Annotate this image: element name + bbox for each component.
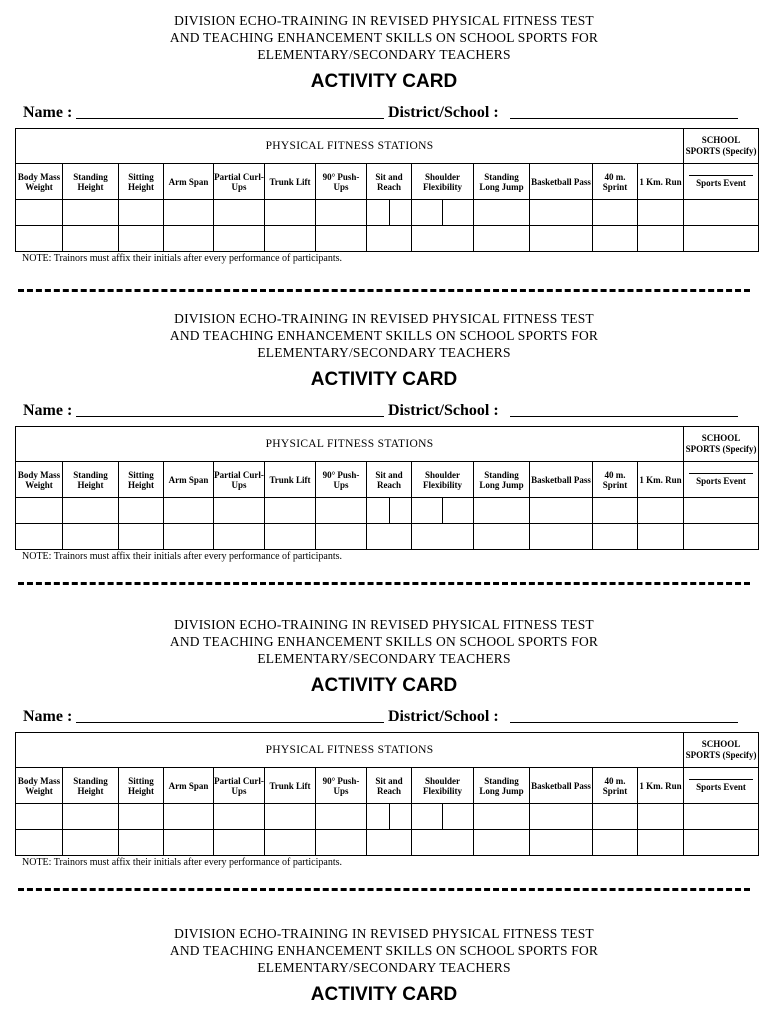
sports-event-label: Sports Event: [696, 178, 746, 188]
name-label: Name :: [23, 708, 73, 725]
table-cell[interactable]: [16, 498, 63, 524]
col-push-ups: 90° Push-Ups: [316, 768, 367, 804]
col-arm-span: Arm Span: [164, 462, 214, 498]
col-40m-sprint: 40 m. Sprint: [593, 164, 638, 200]
header-line-1: DIVISION ECHO-TRAINING IN REVISED PHYSICAL FITNESS TEST: [174, 926, 594, 941]
table-cell[interactable]: [164, 830, 214, 856]
col-shoulder-flexibility: Shoulder Flexibility: [412, 768, 474, 804]
table-cell[interactable]: [367, 804, 412, 830]
table-cell[interactable]: [164, 524, 214, 550]
card-title: ACTIVITY CARD: [310, 675, 458, 696]
table-cell[interactable]: [316, 226, 367, 252]
card-title: ACTIVITY CARD: [310, 71, 458, 92]
district-school-label: District/School :: [388, 104, 499, 121]
col-sit-and-reach: Sit and Reach: [367, 768, 412, 804]
table-cell[interactable]: [119, 200, 164, 226]
table-cell[interactable]: [316, 804, 367, 830]
col-trunk-lift: Trunk Lift: [265, 462, 316, 498]
table-cell[interactable]: [684, 226, 759, 252]
table-cell[interactable]: [638, 226, 684, 252]
header-line-2: AND TEACHING ENHANCEMENT SKILLS ON SCHOOL SPORTS FOR: [169, 328, 599, 343]
table-cell[interactable]: [593, 804, 638, 830]
col-partial-curl-ups: Partial Curl-Ups: [214, 164, 265, 200]
card-header: [0, 616, 768, 667]
col-sit-and-reach: Sit and Reach: [367, 462, 412, 498]
col-body-mass-weight: Body Mass Weight: [16, 768, 63, 804]
col-standing-long-jump: Standing Long Jump: [474, 768, 530, 804]
card-header: [0, 310, 768, 361]
table-row: [16, 524, 759, 550]
table-row: [16, 200, 759, 226]
col-standing-height: Standing Height: [63, 768, 119, 804]
table-cell[interactable]: [119, 804, 164, 830]
activity-card: [0, 12, 768, 263]
col-body-mass-weight: Body Mass Weight: [16, 164, 63, 200]
table-cell[interactable]: [214, 226, 265, 252]
table-cell[interactable]: [367, 498, 412, 524]
table-cell[interactable]: [593, 830, 638, 856]
table-cell[interactable]: [63, 830, 119, 856]
table-cell[interactable]: [63, 804, 119, 830]
table-cell[interactable]: [265, 498, 316, 524]
physical-fitness-stations-header: PHYSICAL FITNESS STATIONS: [16, 427, 684, 462]
fitness-table: [15, 732, 759, 856]
table-cell[interactable]: [474, 200, 530, 226]
table-cell[interactable]: [214, 200, 265, 226]
table-cell[interactable]: [164, 498, 214, 524]
table-cell[interactable]: [63, 524, 119, 550]
col-sit-and-reach: Sit and Reach: [367, 164, 412, 200]
name-district-line: [0, 104, 768, 124]
name-label: Name :: [23, 104, 73, 121]
district-school-field[interactable]: [510, 118, 738, 119]
table-cell[interactable]: [530, 200, 593, 226]
table-cell[interactable]: [119, 498, 164, 524]
table-cell[interactable]: [412, 524, 474, 550]
table-cell[interactable]: [16, 524, 63, 550]
header-line-1: DIVISION ECHO-TRAINING IN REVISED PHYSICAL FITNESS TEST: [174, 311, 594, 326]
table-cell[interactable]: [316, 498, 367, 524]
col-sports-event: [684, 768, 759, 804]
activity-card: [0, 616, 768, 867]
table-cell[interactable]: [593, 226, 638, 252]
table-cell[interactable]: [530, 830, 593, 856]
col-arm-span: Arm Span: [164, 768, 214, 804]
sports-event-label: Sports Event: [696, 476, 746, 486]
table-cell[interactable]: [119, 524, 164, 550]
col-partial-curl-ups: Partial Curl-Ups: [214, 462, 265, 498]
table-cell[interactable]: [265, 524, 316, 550]
table-cell[interactable]: [684, 498, 759, 524]
district-school-field[interactable]: [510, 416, 738, 417]
header-line-3: ELEMENTARY/SECONDARY TEACHERS: [257, 345, 511, 360]
table-cell[interactable]: [684, 804, 759, 830]
school-sports-header: SCHOOL SPORTS (Specify): [684, 129, 759, 164]
header-line-3: ELEMENTARY/SECONDARY TEACHERS: [257, 960, 511, 975]
col-body-mass-weight: Body Mass Weight: [16, 462, 63, 498]
table-cell[interactable]: [530, 524, 593, 550]
table-row: [16, 498, 759, 524]
table-cell[interactable]: [265, 804, 316, 830]
header-line-3: ELEMENTARY/SECONDARY TEACHERS: [257, 651, 511, 666]
table-cell[interactable]: [474, 830, 530, 856]
col-standing-long-jump: Standing Long Jump: [474, 164, 530, 200]
school-sports-header: SCHOOL SPORTS (Specify): [684, 733, 759, 768]
col-sitting-height: Sitting Height: [119, 164, 164, 200]
header-line-2: AND TEACHING ENHANCEMENT SKILLS ON SCHOOL SPORTS FOR: [169, 634, 599, 649]
table-cell[interactable]: [16, 200, 63, 226]
table-cell[interactable]: [367, 200, 412, 226]
table-cell[interactable]: [63, 498, 119, 524]
col-basketball-pass: Basketball Pass: [530, 768, 593, 804]
note-text: NOTE: Trainors must affix their initials after every performance of participants.: [22, 551, 342, 562]
activity-card: [0, 925, 768, 1007]
card-header: [0, 925, 768, 976]
card-title: ACTIVITY CARD: [310, 369, 458, 390]
name-label: Name :: [23, 402, 73, 419]
table-cell[interactable]: [164, 804, 214, 830]
col-arm-span: Arm Span: [164, 164, 214, 200]
table-cell[interactable]: [593, 200, 638, 226]
table-cell[interactable]: [593, 498, 638, 524]
col-1km-run: 1 Km. Run: [638, 462, 684, 498]
col-basketball-pass: Basketball Pass: [530, 462, 593, 498]
header-line-3: ELEMENTARY/SECONDARY TEACHERS: [257, 47, 511, 62]
table-cell[interactable]: [164, 226, 214, 252]
cut-line-divider: [18, 582, 750, 585]
table-cell[interactable]: [63, 226, 119, 252]
table-row: [16, 830, 759, 856]
table-cell[interactable]: [412, 200, 474, 226]
col-40m-sprint: 40 m. Sprint: [593, 768, 638, 804]
fitness-table: [15, 128, 759, 252]
name-district-line: [0, 402, 768, 422]
table-cell[interactable]: [412, 498, 474, 524]
table-cell[interactable]: [316, 200, 367, 226]
physical-fitness-stations-header: PHYSICAL FITNESS STATIONS: [16, 733, 684, 768]
col-sitting-height: Sitting Height: [119, 462, 164, 498]
col-trunk-lift: Trunk Lift: [265, 768, 316, 804]
table-cell[interactable]: [530, 804, 593, 830]
district-school-field[interactable]: [510, 722, 738, 723]
table-cell[interactable]: [63, 200, 119, 226]
table-cell[interactable]: [316, 830, 367, 856]
table-cell[interactable]: [412, 226, 474, 252]
table-cell[interactable]: [474, 804, 530, 830]
col-sitting-height: Sitting Height: [119, 768, 164, 804]
note-text: NOTE: Trainors must affix their initials after every performance of participants.: [22, 857, 342, 868]
table-row: [16, 804, 759, 830]
col-40m-sprint: 40 m. Sprint: [593, 462, 638, 498]
table-row: [16, 226, 759, 252]
table-cell[interactable]: [214, 804, 265, 830]
name-field[interactable]: [76, 722, 384, 723]
header-line-1: DIVISION ECHO-TRAINING IN REVISED PHYSICAL FITNESS TEST: [174, 13, 594, 28]
note-text: NOTE: Trainors must affix their initials after every performance of participants.: [22, 253, 342, 264]
table-cell[interactable]: [265, 200, 316, 226]
table-cell[interactable]: [16, 226, 63, 252]
table-cell[interactable]: [16, 830, 63, 856]
table-cell[interactable]: [474, 226, 530, 252]
table-cell[interactable]: [638, 830, 684, 856]
col-push-ups: 90° Push-Ups: [316, 462, 367, 498]
table-cell[interactable]: [638, 498, 684, 524]
col-trunk-lift: Trunk Lift: [265, 164, 316, 200]
col-shoulder-flexibility: Shoulder Flexibility: [412, 462, 474, 498]
school-sports-header: SCHOOL SPORTS (Specify): [684, 427, 759, 462]
col-standing-height: Standing Height: [63, 164, 119, 200]
table-cell[interactable]: [16, 804, 63, 830]
table-cell[interactable]: [530, 498, 593, 524]
table-cell[interactable]: [214, 524, 265, 550]
table-cell[interactable]: [367, 524, 412, 550]
table-cell[interactable]: [119, 226, 164, 252]
name-district-line: [0, 708, 768, 728]
table-cell[interactable]: [367, 830, 412, 856]
activity-card: [0, 310, 768, 561]
table-cell[interactable]: [684, 200, 759, 226]
cut-line-divider: [18, 888, 750, 891]
table-cell[interactable]: [412, 830, 474, 856]
table-cell[interactable]: [367, 226, 412, 252]
header-line-1: DIVISION ECHO-TRAINING IN REVISED PHYSICAL FITNESS TEST: [174, 617, 594, 632]
fitness-table: [15, 426, 759, 550]
name-field[interactable]: [76, 416, 384, 417]
col-push-ups: 90° Push-Ups: [316, 164, 367, 200]
col-shoulder-flexibility: Shoulder Flexibility: [412, 164, 474, 200]
table-cell[interactable]: [474, 498, 530, 524]
header-line-2: AND TEACHING ENHANCEMENT SKILLS ON SCHOOL SPORTS FOR: [169, 943, 599, 958]
table-cell[interactable]: [164, 200, 214, 226]
table-cell[interactable]: [638, 524, 684, 550]
table-cell[interactable]: [265, 830, 316, 856]
table-cell[interactable]: [593, 524, 638, 550]
table-cell[interactable]: [412, 804, 474, 830]
table-cell[interactable]: [119, 830, 164, 856]
col-standing-height: Standing Height: [63, 462, 119, 498]
col-basketball-pass: Basketball Pass: [530, 164, 593, 200]
col-partial-curl-ups: Partial Curl-Ups: [214, 768, 265, 804]
table-cell[interactable]: [530, 226, 593, 252]
table-cell[interactable]: [638, 804, 684, 830]
card-header: [0, 12, 768, 63]
col-1km-run: 1 Km. Run: [638, 768, 684, 804]
table-cell[interactable]: [214, 498, 265, 524]
table-cell[interactable]: [474, 524, 530, 550]
card-title: ACTIVITY CARD: [310, 984, 458, 1005]
name-field[interactable]: [76, 118, 384, 119]
table-cell[interactable]: [638, 200, 684, 226]
table-cell[interactable]: [684, 830, 759, 856]
header-line-2: AND TEACHING ENHANCEMENT SKILLS ON SCHOOL SPORTS FOR: [169, 30, 599, 45]
col-sports-event: [684, 462, 759, 498]
col-standing-long-jump: Standing Long Jump: [474, 462, 530, 498]
col-sports-event: [684, 164, 759, 200]
table-cell[interactable]: [684, 524, 759, 550]
district-school-label: District/School :: [388, 708, 499, 725]
district-school-label: District/School :: [388, 402, 499, 419]
sports-event-label: Sports Event: [696, 782, 746, 792]
table-cell[interactable]: [316, 524, 367, 550]
table-cell[interactable]: [265, 226, 316, 252]
col-1km-run: 1 Km. Run: [638, 164, 684, 200]
table-cell[interactable]: [214, 830, 265, 856]
cut-line-divider: [18, 289, 750, 292]
physical-fitness-stations-header: PHYSICAL FITNESS STATIONS: [16, 129, 684, 164]
